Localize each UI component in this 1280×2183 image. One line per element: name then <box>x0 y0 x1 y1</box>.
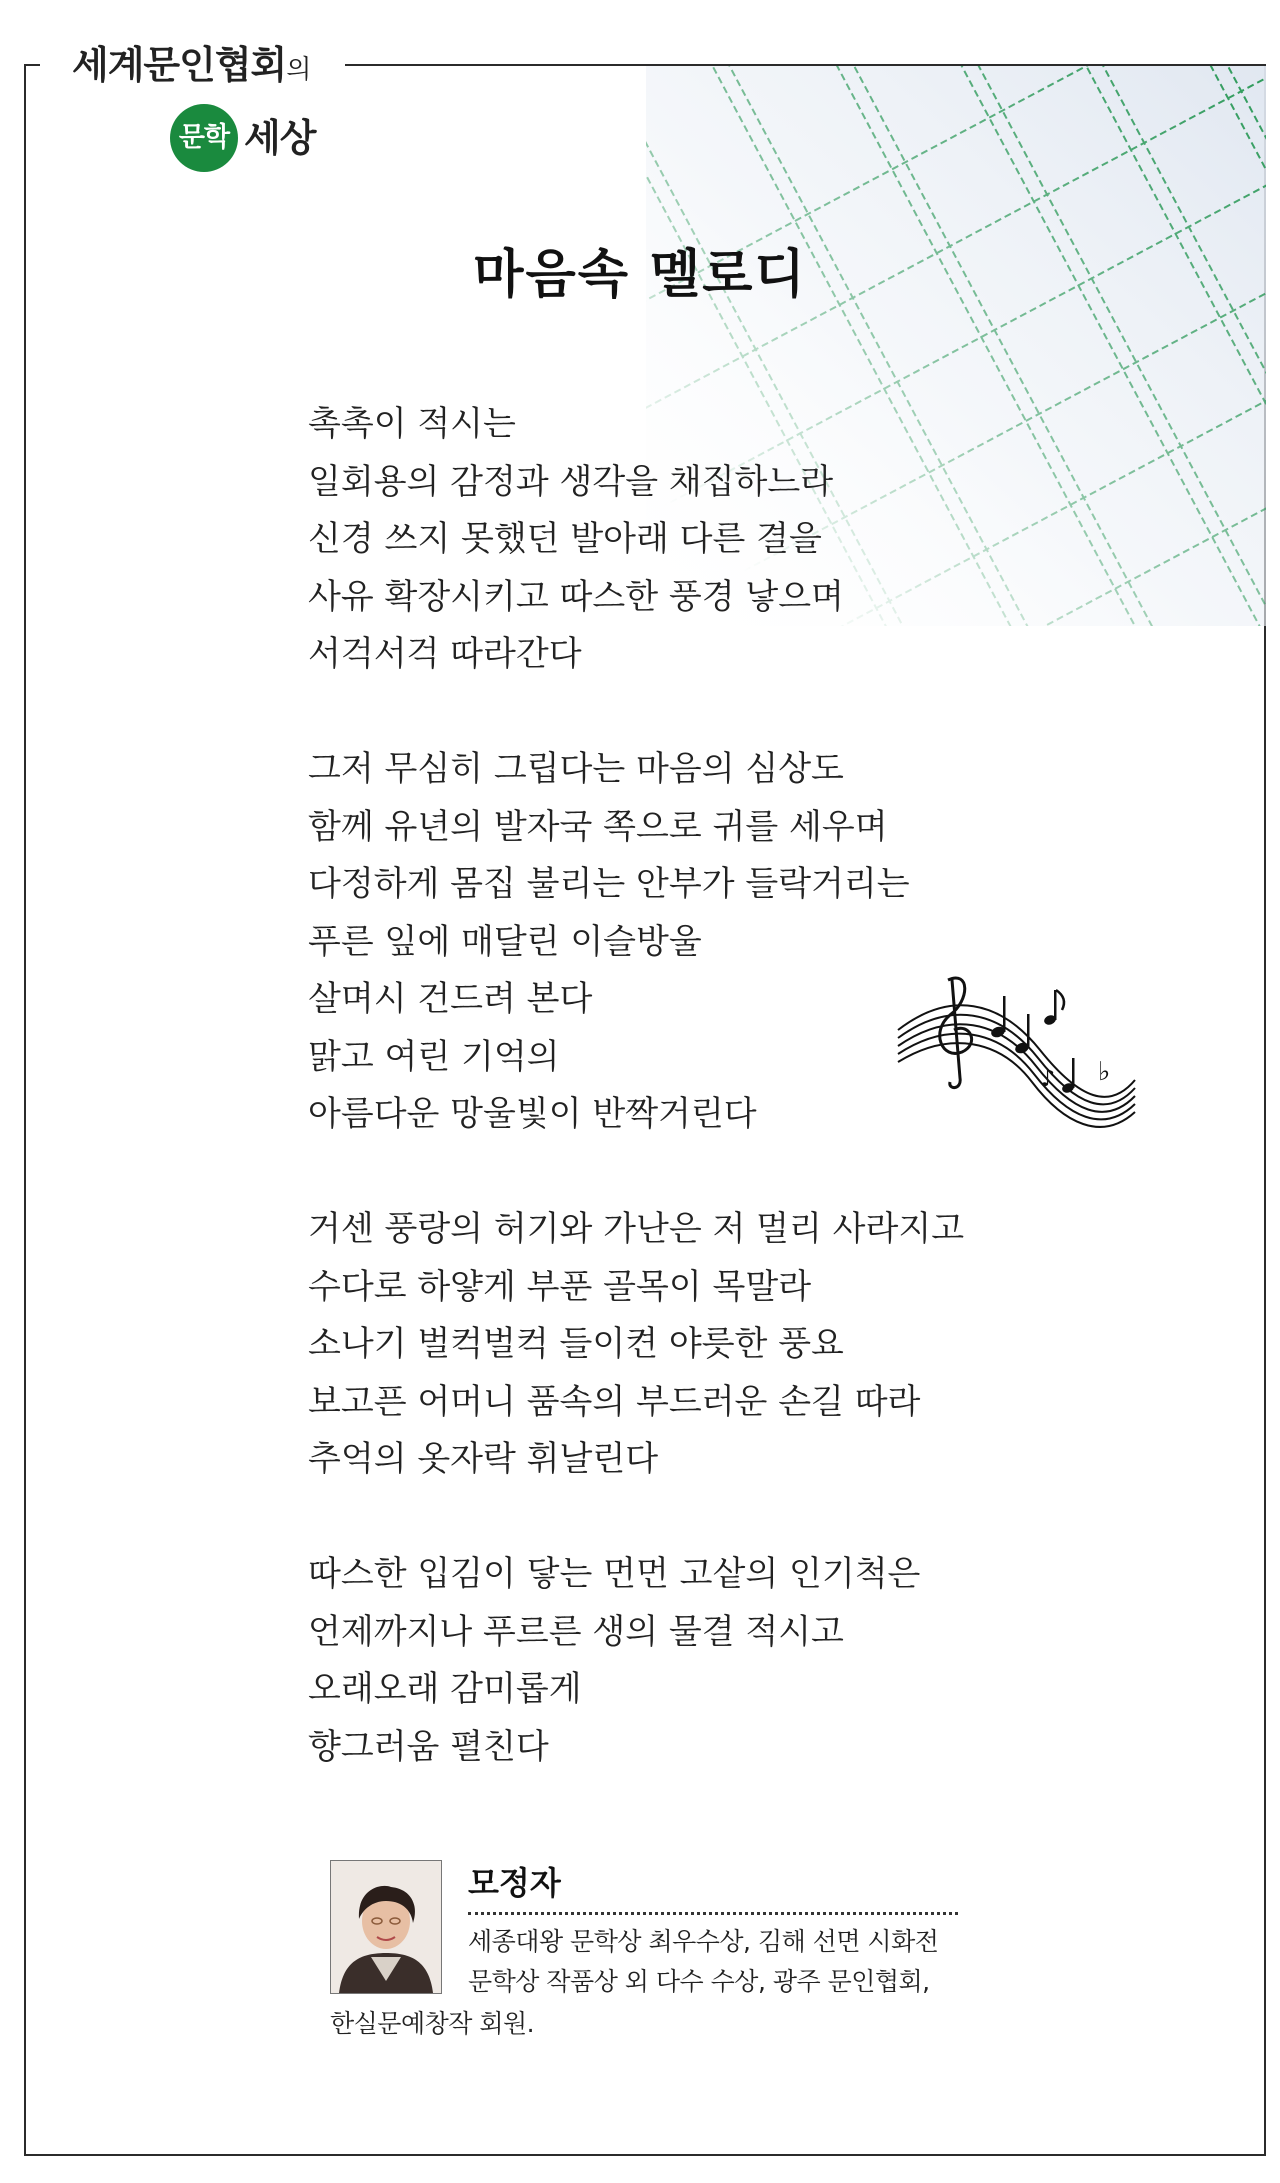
poem-line: 일회용의 감정과 생각을 채집하느라 <box>308 461 834 502</box>
poem-line: 살며시 건드려 본다 <box>308 979 593 1019</box>
music-staff-icon <box>890 960 1140 1130</box>
badge-after-text: 세상 <box>244 116 316 160</box>
poem-line: 푸른 잎에 매달린 이슬방울 <box>308 921 702 962</box>
poem-line: 그저 무심히 그립다는 마음의 심상도 <box>308 749 844 789</box>
poem-line: 맑고 여린 기억의 <box>308 1036 560 1077</box>
munhak-badge: 문학 <box>170 104 238 172</box>
poem-line: 사유 확장시키고 따스한 풍경 낳으며 <box>308 576 844 617</box>
org-title <box>72 42 310 93</box>
poem-line: 다정하게 몸집 불리는 안부가 들락거리는 <box>308 864 910 904</box>
poem-line: 신경 쓰지 못했던 발아래 다른 결을 <box>308 519 822 559</box>
author-bio-line: 문학상 작품상 외 다수 수상, 광주 문인협회, <box>468 1967 930 1996</box>
poem-line: 수다로 하얗게 부푼 골목이 목말라 <box>308 1266 812 1307</box>
poem-line: 오래오래 감미롭게 <box>308 1669 582 1709</box>
poem-line: 거센 풍랑의 허기와 가난은 저 멀리 사라지고 <box>308 1209 965 1249</box>
author-portrait-icon <box>331 1861 441 1993</box>
svg-text:♪: ♪ <box>1040 1064 1056 1092</box>
org-name: 세계문인협회 <box>72 43 287 87</box>
stanza <box>308 396 964 684</box>
poem-body <box>308 396 964 1834</box>
poem-line: 추억의 옷자락 휘날린다 <box>308 1439 659 1479</box>
author-name: 모정자 <box>468 1864 561 1902</box>
stanza <box>308 1201 964 1489</box>
poem-line: 향그러움 펼친다 <box>308 1726 549 1767</box>
poem-line: 따스한 입김이 닿는 먼먼 고샅의 인기척은 <box>308 1554 921 1594</box>
poem-line: 서걱서걱 따라간다 <box>308 634 582 674</box>
poem-line: 보고픈 어머니 품속의 부드러운 손길 따라 <box>308 1381 921 1422</box>
stanza <box>308 1546 964 1776</box>
author-divider <box>468 1912 958 1915</box>
poem-line: 소나기 벌컥벌컥 들이켠 야릇한 풍요 <box>308 1324 844 1364</box>
svg-text:♭: ♭ <box>1098 1057 1111 1087</box>
author-photo <box>330 1860 442 1994</box>
author-bio-line: 한실문예창작 회원. <box>330 2009 535 2038</box>
author-bio-line: 세종대왕 문학상 최우수상, 김해 선면 시화전 <box>468 1927 939 1956</box>
poem-line: 언제까지나 푸르른 생의 물결 적시고 <box>308 1611 844 1652</box>
org-suffix: 의 <box>286 55 311 85</box>
poem-line: 촉촉이 적시는 <box>308 404 516 444</box>
poem-title: 마음속 멜로디 <box>473 244 807 305</box>
poem-line: 함께 유년의 발자국 쪽으로 귀를 세우며 <box>308 806 888 847</box>
poem-line: 아름다운 망울빛이 반짝거린다 <box>308 1094 757 1134</box>
stanza <box>308 741 964 1144</box>
